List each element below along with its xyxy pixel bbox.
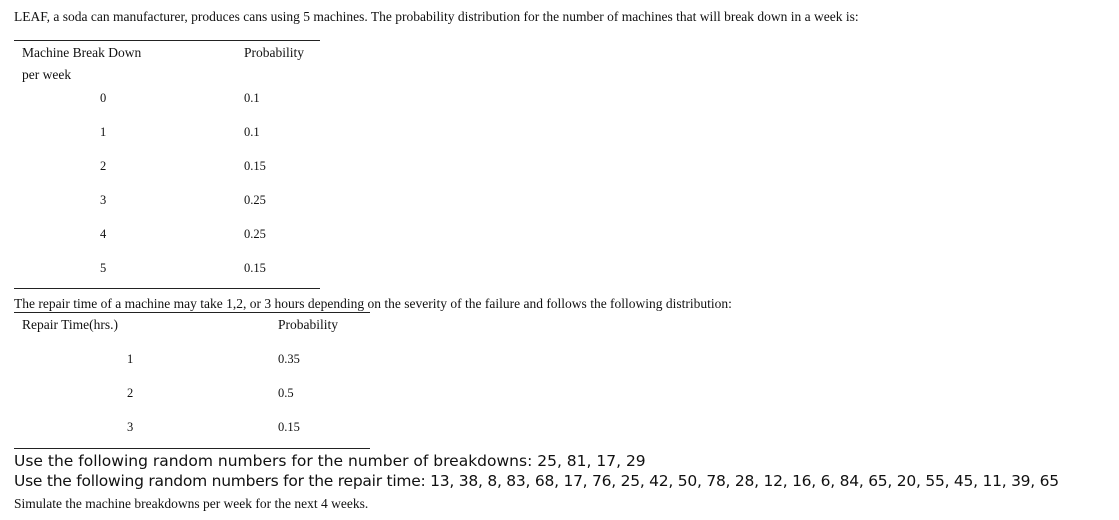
breakdown-prob: 0.1: [244, 125, 260, 139]
repair-table-bottom-rule: [14, 448, 370, 449]
breakdown-prob: 0.15: [244, 159, 266, 173]
breakdown-value: 5: [100, 261, 107, 275]
breakdown-table-top-rule: [14, 40, 320, 41]
breakdown-header-line2: per week: [22, 67, 72, 82]
breakdown-header-line1: Machine Break Down: [22, 45, 142, 60]
repair-prob: 0.15: [278, 420, 300, 434]
breakdown-value: 0: [100, 91, 107, 105]
repair-value: 1: [127, 352, 134, 366]
repair-table-top-rule: [14, 312, 370, 313]
repair-value: 3: [127, 420, 134, 434]
repair-time-header: Repair Time(hrs.): [22, 317, 118, 332]
breakdown-value: 3: [100, 193, 107, 207]
breakdown-value: 2: [100, 159, 107, 173]
random-breakdowns-text: Use the following random numbers for the number of breakdowns: 25, 81, 17, 29: [14, 452, 646, 470]
task-text: Simulate the machine breakdowns per week for the next 4 weeks.: [14, 496, 369, 511]
repair-value: 2: [127, 386, 134, 400]
repair-intro-text: The repair time of a machine may take 1,2, or 3 hours depending on the severity of the failure and follows the following distribution:: [14, 296, 732, 311]
breakdown-prob: 0.25: [244, 227, 266, 241]
repair-prob-header: Probability: [278, 317, 338, 332]
breakdown-prob: 0.15: [244, 261, 266, 275]
breakdown-value: 4: [100, 227, 107, 241]
breakdown-prob-header: Probability: [244, 45, 304, 60]
breakdown-table-bottom-rule: [14, 288, 320, 289]
breakdown-prob: 0.1: [244, 91, 260, 105]
breakdown-value: 1: [100, 125, 107, 139]
intro-text: LEAF, a soda can manufacturer, produces cans using 5 machines. The probability distribution for the number of machines that will break down in a week is:: [14, 9, 859, 24]
repair-prob: 0.35: [278, 352, 300, 366]
repair-prob: 0.5: [278, 386, 294, 400]
random-repair-text: Use the following random numbers for the repair time: 13, 38, 8, 83, 68, 17, 76, 25, 42, 50, 78, 28, 12, 16, 6, 84, 65, 20, 55, 45, 11, 39, 65: [14, 472, 1059, 490]
breakdown-prob: 0.25: [244, 193, 266, 207]
